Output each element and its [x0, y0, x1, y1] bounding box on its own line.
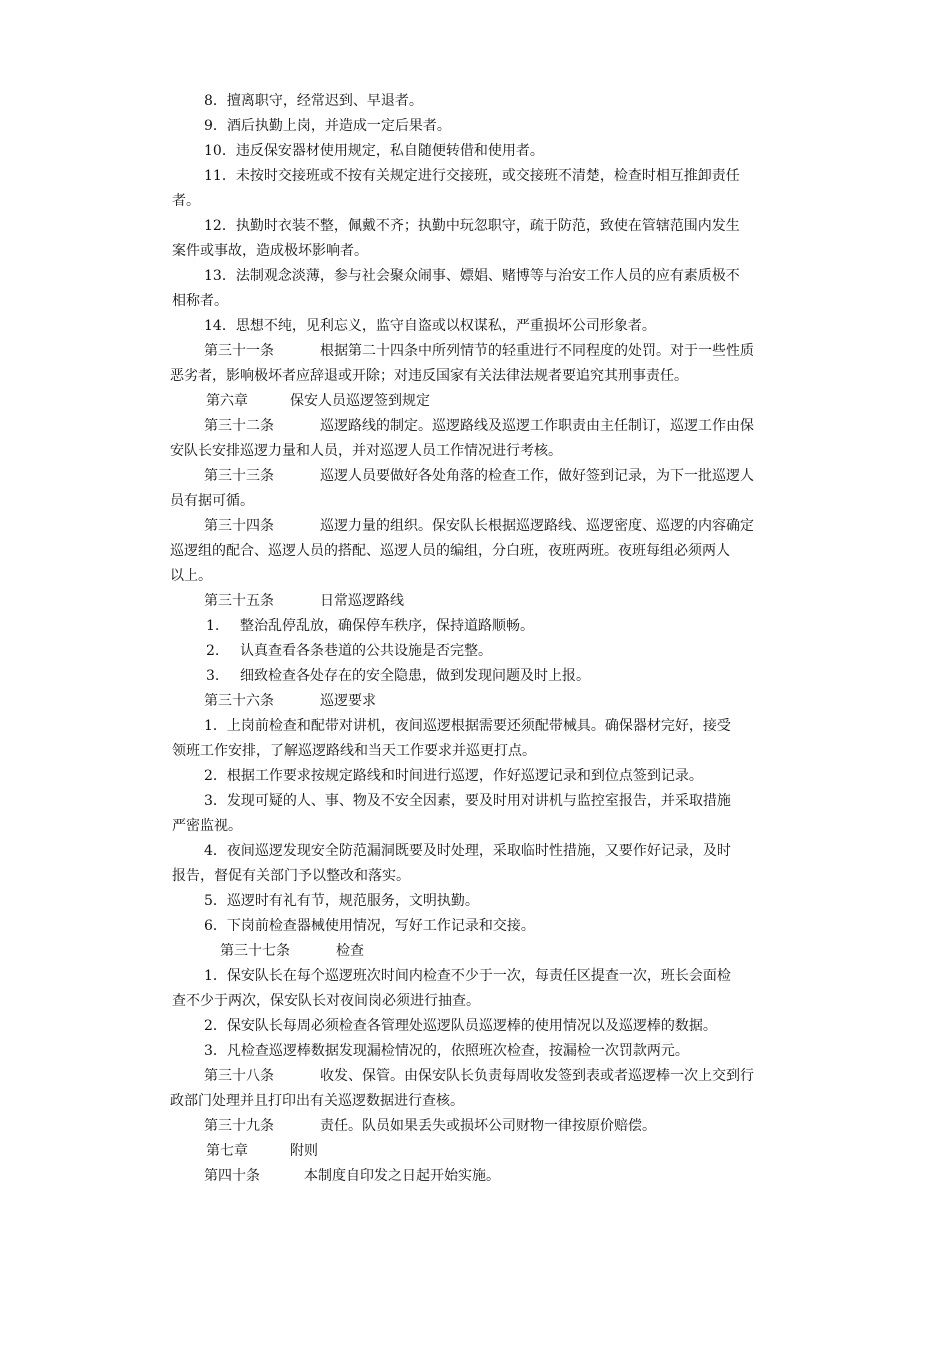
paragraph-text: 8．擅离职守，经常迟到、早退者。	[204, 93, 423, 109]
article-text: 巡逻人员要做好各处角落的检查工作，做好签到记录，为下一批巡逻人	[320, 468, 754, 484]
article-text: 责任。队员如果丢失或损坏公司财物一律按原价赔偿。	[320, 1118, 656, 1134]
article-text: 巡逻力量的组织。保安队长根据巡逻路线、巡逻密度、巡逻的内容确定	[320, 518, 754, 534]
article-text: 收发、保管。由保安队长负责每周收发签到表或者巡逻棒一次上交到行	[320, 1068, 754, 1084]
article-number: 第三十三条	[204, 468, 274, 484]
paragraph-text: 1．保安队长在每个巡逻班次时间内检查不少于一次，每责任区提查一次，班长会面检	[204, 968, 731, 984]
paragraph-text: 5．巡逻时有礼有节，规范服务，文明执勤。	[204, 893, 479, 909]
article-text: 以上。	[170, 568, 212, 584]
article-number: 第三十七条	[220, 943, 290, 959]
list-number: 1.	[206, 618, 220, 634]
paragraph-text: 整治乱停乱放，确保停车秩序，保持道路顺畅。	[240, 618, 534, 634]
article-number: 第四十条	[204, 1168, 260, 1184]
paragraph-text: 领班工作安排，了解巡逻路线和当天工作要求并巡更打点。	[172, 743, 536, 759]
article-text: 安队长安排巡逻力量和人员，并对巡逻人员工作情况进行考核。	[170, 443, 562, 459]
article-text: 恶劣者，影响极坏者应辞退或开除；对违反国家有关法律法规者要追究其刑事责任。	[170, 368, 688, 384]
article-text: 本制度自印发之日起开始实施。	[304, 1168, 500, 1184]
paragraph-text: 2．保安队长每周必须检查各管理处巡逻队员巡逻棒的使用情况以及巡逻棒的数据。	[204, 1018, 717, 1034]
paragraph-text: 2．根据工作要求按规定路线和时间进行巡逻，作好巡逻记录和到位点签到记录。	[204, 768, 703, 784]
article-text: 巡逻路线的制定。巡逻路线及巡逻工作职责由主任制订，巡逻工作由保	[320, 418, 754, 434]
paragraph-text: 13．法制观念淡薄，参与社会聚众闹事、嫖娼、赌博等与治安工作人员的应有素质极不	[204, 268, 740, 284]
paragraph-text: 查不少于两次，保安队长对夜间岗必须进行抽查。	[172, 993, 480, 1009]
paragraph-text: 9．酒后执勤上岗，并造成一定后果者。	[204, 118, 451, 134]
paragraph-text: 相称者。	[172, 293, 228, 309]
list-number: 2.	[206, 643, 220, 659]
article-text: 日常巡逻路线	[320, 593, 404, 609]
chapter-number: 第六章	[206, 393, 248, 409]
chapter-title: 保安人员巡逻签到规定	[290, 393, 430, 409]
paragraph-text: 1．上岗前检查和配带对讲机，夜间巡逻根据需要还须配带械具。确保器材完好，接受	[204, 718, 731, 734]
paragraph-text: 案件或事故，造成极坏影响者。	[172, 243, 368, 259]
article-text: 巡逻组的配合、巡逻人员的搭配、巡逻人员的编组，分白班，夜班两班。夜班每组必须两人	[170, 543, 730, 559]
paragraph-text: 11．未按时交接班或不按有关规定进行交接班，或交接班不清楚，检查时相互推卸责任	[204, 168, 740, 184]
article-text: 检查	[336, 943, 364, 959]
article-number: 第三十一条	[204, 343, 274, 359]
paragraph-text: 细致检查各处存在的安全隐患，做到发现问题及时上报。	[240, 668, 590, 684]
paragraph-text: 3．凡检查巡逻棒数据发现漏检情况的，依照班次检查，按漏检一次罚款两元。	[204, 1043, 689, 1059]
article-text: 巡逻要求	[320, 693, 376, 709]
paragraph-text: 10．违反保安器材使用规定，私自随便转借和使用者。	[204, 143, 544, 159]
paragraph-text: 3．发现可疑的人、事、物及不安全因素，要及时用对讲机与监控室报告，并采取措施	[204, 793, 731, 809]
article-text: 员有据可循。	[170, 493, 254, 509]
article-number: 第三十八条	[204, 1068, 274, 1084]
article-number: 第三十五条	[204, 593, 274, 609]
paragraph-text: 14．思想不纯，见利忘义，监守自盗或以权谋私，严重损坏公司形象者。	[204, 318, 656, 334]
list-number: 3.	[206, 668, 220, 684]
article-text: 根据第二十四条中所列情节的轻重进行不同程度的处罚。对于一些性质	[320, 343, 754, 359]
paragraph-text: 认真查看各条巷道的公共设施是否完整。	[240, 643, 492, 659]
paragraph-text: 6．下岗前检查器械使用情况，写好工作记录和交接。	[204, 918, 535, 934]
article-number: 第三十六条	[204, 693, 274, 709]
article-number: 第三十九条	[204, 1118, 274, 1134]
article-number: 第三十二条	[204, 418, 274, 434]
paragraph-text: 报告，督促有关部门予以整改和落实。	[172, 868, 410, 884]
chapter-title: 附则	[290, 1143, 318, 1159]
paragraph-text: 者。	[172, 193, 200, 209]
paragraph-text: 12．执勤时衣装不整，佩戴不齐；执勤中玩忽职守，疏于防范，致使在管辖范围内发生	[204, 218, 740, 234]
article-number: 第三十四条	[204, 518, 274, 534]
article-text: 政部门处理并且打印出有关巡逻数据进行查核。	[170, 1093, 464, 1109]
chapter-number: 第七章	[206, 1143, 248, 1159]
paragraph-text: 严密监视。	[172, 818, 242, 834]
paragraph-text: 4．夜间巡逻发现安全防范漏洞既要及时处理，采取临时性措施，又要作好记录，及时	[204, 843, 731, 859]
